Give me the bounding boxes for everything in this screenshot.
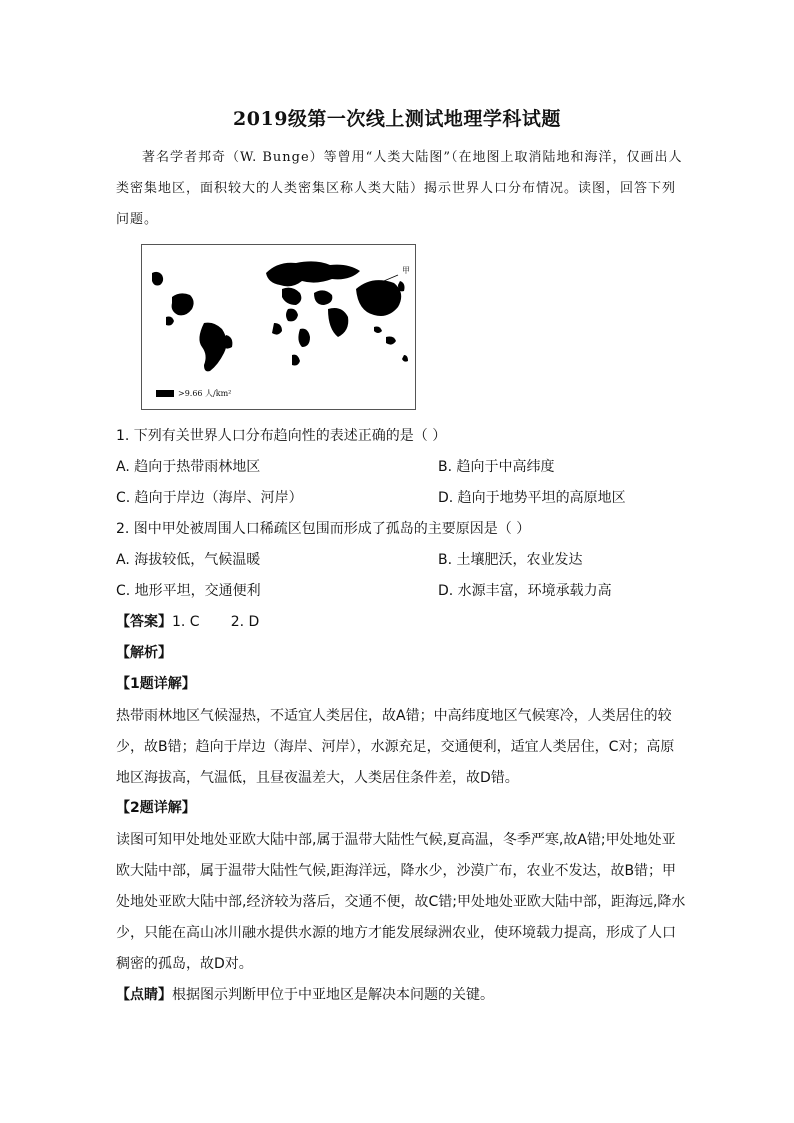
- map-blob-africa-north: [286, 309, 298, 322]
- map-blob-indonesia-1: [374, 327, 382, 334]
- question-1-stem: 1. 下列有关世界人口分布趋向性的表述正确的是（ ）: [116, 428, 447, 444]
- map-blob-africa-east: [298, 329, 310, 347]
- map-drawing: [142, 245, 415, 409]
- map-blob-south-america: [199, 323, 226, 372]
- map-blob-africa-west: [272, 323, 282, 335]
- map-blob-north-america-east: [172, 293, 194, 315]
- map-blob-mediterranean: [282, 288, 301, 305]
- question-1-option-d: D. 趋向于地势平坦的高原地区: [438, 490, 626, 506]
- map-blob-australia: [402, 355, 408, 362]
- page-title: 2019级第一次线上测试地理学科试题: [233, 108, 561, 130]
- analysis-label: 【解析】: [116, 645, 172, 661]
- map-blob-central-asia: [314, 290, 332, 305]
- answer-label: 【答案】: [116, 614, 172, 630]
- intro-paragraph: 著名学者邦奇（W. Bunge）等曾用“人类大陆图”（在地图上取消陆地和海洋，仅画出人类密集地区，面积较大的人类密集区称人类大陆）揭示世界人口分布情况。读图，回答下列问题。: [116, 150, 683, 227]
- map-blob-north-america: [152, 272, 163, 286]
- question-1-option-a: A. 趋向于热带雨林地区: [116, 459, 261, 475]
- map-label-jia: 甲: [402, 266, 410, 275]
- detail-1-label: 【1题详解】: [116, 676, 196, 692]
- population-map: [141, 244, 416, 410]
- detail-2-text: 读图可知甲处地处亚欧大陆中部,属于温带大陆性气候,夏高温，冬季严寒,故A错;甲处地处亚欧大陆中部，属于温带大陆性气候,距海洋远，降水少，沙漠广布，农业不发达，故B错；甲处地处亚欧大陆中部,经济较为落后，交通不便，故C错;甲处地处亚欧大陆中部，距海远,降水少，只能在高山冰川融水提供水源的地方才能发展绿洲农业，使环境载力提高，形成了人口稠密的孤岛，故D对。: [116, 832, 686, 972]
- question-1-option-c: C. 趋向于岸边（海岸、河岸）: [116, 490, 303, 506]
- map-blob-mexico: [166, 317, 174, 326]
- comment-label: 【点睛】: [116, 987, 172, 1003]
- map-legend: [156, 388, 231, 399]
- question-2-stem: 2. 图中甲处被周围人口稀疏区包围而形成了孤岛的主要原因是（ ）: [116, 521, 531, 537]
- map-blob-china: [356, 280, 401, 316]
- comment-line: [116, 984, 494, 1004]
- map-blob-indonesia-2: [386, 337, 396, 345]
- detail-1-text: 热带雨林地区气候湿热，不适宜人类居住，故A错；中高纬度地区气候寒冷，人类居住的较少，故B错；趋向于岸边（海岸、河岸），水源充足，交通便利，适宜人类居住，C对；高原地区海拔高，气温低，且昼夜温差大，人类居住条件差，故D错。: [116, 708, 675, 786]
- question-2-option-b: B. 土壤肥沃，农业发达: [438, 552, 583, 568]
- map-blob-africa-south: [292, 355, 300, 366]
- answer-text: 1. C 2. D: [172, 614, 260, 630]
- question-1-option-b: B. 趋向于中高纬度: [438, 459, 555, 475]
- question-2-option-d: D. 水源丰富，环境承载力高: [438, 583, 612, 599]
- question-2-option-a: A. 海拔较低，气候温暖: [116, 552, 261, 568]
- detail-2-label: 【2题详解】: [116, 800, 196, 816]
- map-blob-india: [328, 308, 348, 337]
- legend-text: >9.66 人/km²: [178, 389, 232, 398]
- map-blob-europe: [266, 261, 360, 286]
- comment-text: 根据图示判断甲位于中亚地区是解决本问题的关键。: [172, 987, 494, 1003]
- answer-line: [116, 611, 259, 631]
- question-2-option-c: C. 地形平坦，交通便利: [116, 583, 261, 599]
- legend-swatch: [156, 390, 174, 397]
